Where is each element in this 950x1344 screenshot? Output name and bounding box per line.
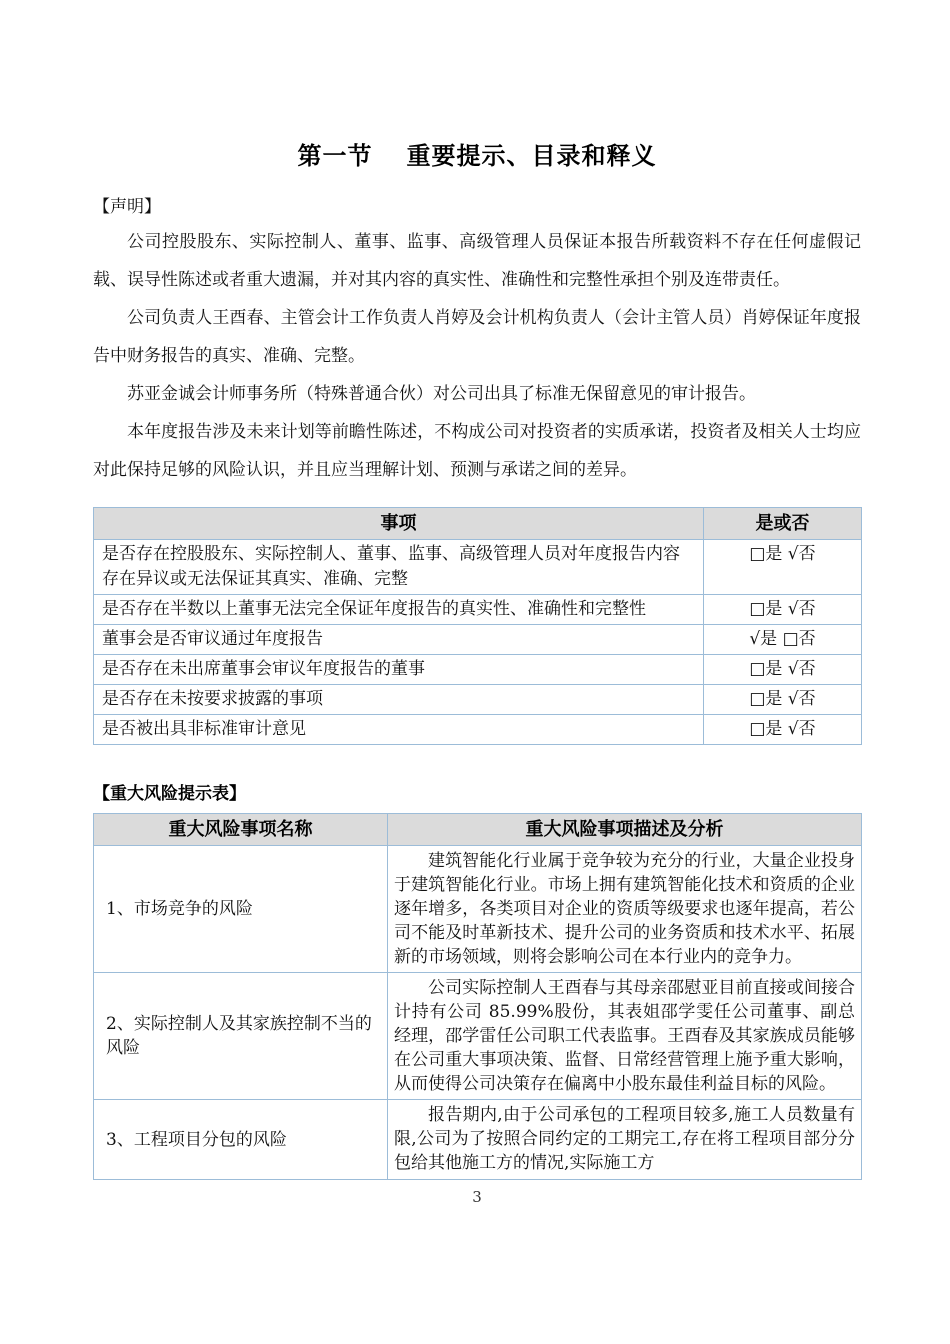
statement-table-header-row <box>94 508 862 540</box>
statement-item: 是否存在半数以上董事无法完全保证年度报告的真实性、准确性和完整性 <box>94 595 704 625</box>
table-row <box>94 655 862 685</box>
statement-answer: □是 √否 <box>704 655 862 685</box>
risk-table-header-row <box>94 814 862 846</box>
statement-answer: √是 □否 <box>704 625 862 655</box>
declaration-paragraph: 公司控股股东、实际控制人、董事、监事、高级管理人员保证本报告所载资料不存在任何虚假记载、误导性陈述或者重大遗漏，并对其内容的真实性、准确性和完整性承担个别及连带责任。 <box>93 232 861 290</box>
statement-item: 是否被出具非标准审计意见 <box>94 715 704 745</box>
table-row <box>94 595 862 625</box>
table-row <box>94 715 862 745</box>
risk-name: 1、市场竞争的风险 <box>94 846 388 973</box>
declaration-paragraph: 苏亚金诚会计师事务所（特殊普通合伙）对公司出具了标准无保留意见的审计报告。 <box>127 384 756 404</box>
declaration-paragraphs <box>93 223 861 489</box>
table-row <box>94 973 862 1100</box>
statement-answer: □是 √否 <box>704 595 862 625</box>
risk-table <box>93 813 862 1180</box>
risk-name: 2、实际控制人及其家族控制不当的风险 <box>94 973 388 1100</box>
table-row <box>94 685 862 715</box>
risk-description: 公司实际控制人王酉春与其母亲邵慰亚目前直接或间接合计持有公司 85.99%股份，其表姐邵学雯任公司董事、副总经理，邵学雷任公司职工代表监事。王酉春及其家族成员能够在公司重大事项决策、监督、日常经营管理上施予重大影响，从而使得公司决策存在偏离中小股东最佳利益目标的风险。 <box>388 973 862 1100</box>
declaration-heading: 【声明】 <box>93 197 161 217</box>
statement-item: 是否存在未按要求披露的事项 <box>94 685 704 715</box>
page-title <box>93 140 861 172</box>
table-row <box>94 1100 862 1180</box>
declaration-paragraph: 本年度报告涉及未来计划等前瞻性陈述，不构成公司对投资者的实质承诺，投资者及相关人士均应对此保持足够的风险认识，并且应当理解计划、预测与承诺之间的差异。 <box>93 422 861 480</box>
risk-table-header-desc: 重大风险事项描述及分析 <box>388 814 862 846</box>
risk-name: 3、工程项目分包的风险 <box>94 1100 388 1180</box>
section-number: 第一节 <box>297 142 373 170</box>
statement-table-header-item: 事项 <box>94 508 704 540</box>
risk-table-heading: 【重大风险提示表】 <box>93 784 246 804</box>
section-title-text: 重要提示、目录和释义 <box>406 142 657 170</box>
statement-answer: □是 √否 <box>704 715 862 745</box>
table-row <box>94 846 862 973</box>
statement-table <box>93 507 862 745</box>
statement-item: 是否存在控股股东、实际控制人、董事、监事、高级管理人员对年度报告内容存在异议或无法保证其真实、准确、完整 <box>94 540 704 595</box>
statement-item: 是否存在未出席董事会审议年度报告的董事 <box>94 655 704 685</box>
statement-table-header-answer: 是或否 <box>704 508 862 540</box>
risk-description: 建筑智能化行业属于竞争较为充分的行业，大量企业投身于建筑智能化行业。市场上拥有建筑智能化技术和资质的企业逐年增多，各类项目对企业的资质等级要求也逐年提高，若公司不能及时革新技术、提升公司的业务资质和技术水平、拓展新的市场领域，则将会影响公司在本行业内的竞争力。 <box>388 846 862 973</box>
page-number: 3 <box>472 1188 482 1206</box>
declaration-paragraph: 公司负责人王酉春、主管会计工作负责人肖婷及会计机构负责人（会计主管人员）肖婷保证年度报告中财务报告的真实、准确、完整。 <box>93 308 861 366</box>
table-row <box>94 625 862 655</box>
statement-answer: □是 √否 <box>704 540 862 595</box>
risk-table-header-name: 重大风险事项名称 <box>94 814 388 846</box>
table-row <box>94 540 862 595</box>
risk-description: 报告期内,由于公司承包的工程项目较多,施工人员数量有限,公司为了按照合同约定的工期完工,存在将工程项目部分分包给其他施工方的情况,实际施工方 <box>388 1100 862 1180</box>
statement-item: 董事会是否审议通过年度报告 <box>94 625 704 655</box>
statement-answer: □是 √否 <box>704 685 862 715</box>
